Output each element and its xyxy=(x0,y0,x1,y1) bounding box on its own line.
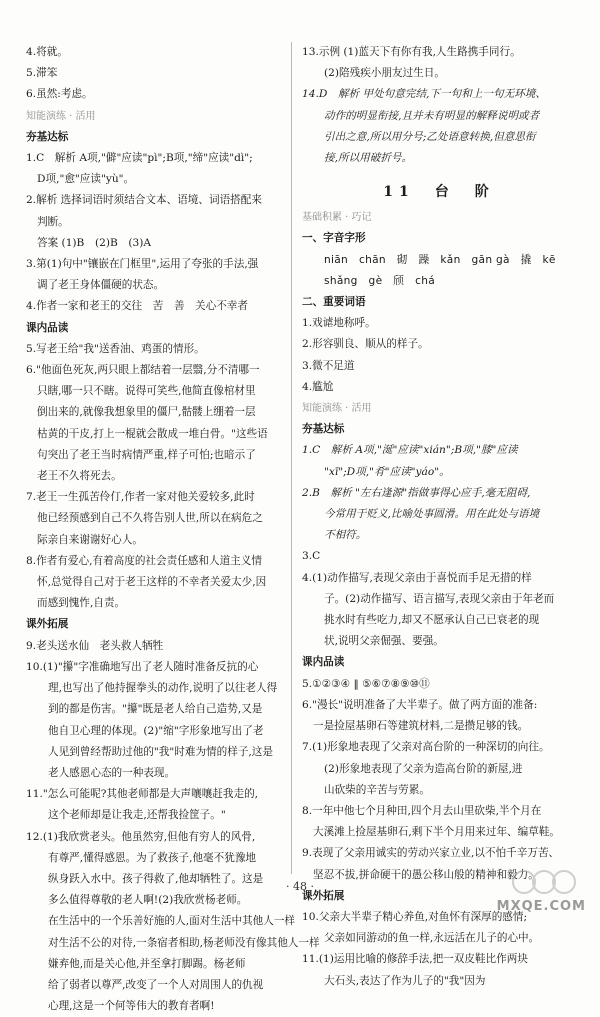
right-line: 11.(1)运用比喻的修辞手法,把一双皮鞋比作两块 xyxy=(302,953,528,966)
right-line: 3.微不足道 xyxy=(302,359,355,372)
watermark-text: MXQE.COM xyxy=(496,899,586,914)
right-line: 2.形容驯良、顺从的样子。 xyxy=(302,338,429,351)
right-line: 今常用于贬义,比喻处事圆滑。用在此处与语境 xyxy=(324,508,540,521)
left-line: 在生活中的一个乐善好施的人,面对生活中其他人一样 xyxy=(48,915,296,928)
left-line: 8.作者有爱心,有着高度的社会责任感和人道主义情 xyxy=(26,554,262,567)
right-line: 1.C 解析 A项,"涎"应读"xián";B项,"膝"应读 xyxy=(302,444,518,457)
right-line: 动作的明显衔接,且并未有明显的解释说明或者 xyxy=(324,109,540,122)
right-line: 父亲如同游动的鱼一样,永远活在儿子的心中。 xyxy=(324,932,540,945)
right-line: 不相符。 xyxy=(324,529,367,542)
right-line: 基础积累 · 巧记 xyxy=(302,212,372,224)
right-line: 4.尴尬 xyxy=(302,380,334,393)
left-line: 心理,这是一个何等伟大的教育者啊! xyxy=(48,1000,215,1013)
right-line: 6."漫长"说明准备了大半辈子。做了两方面的准备: xyxy=(302,698,538,711)
left-line: 他已经预感到自己不久将告别人世,所以在病危之 xyxy=(37,512,263,525)
right-line: niān chān 砌 躁 kǎn gān gà 撬 kē xyxy=(324,253,556,266)
right-line: 课内品读 xyxy=(302,656,345,669)
left-line: 5.滞笨 xyxy=(26,67,58,80)
left-line: 到的都是伤害。"攥"既是老人给自己造势,又是 xyxy=(48,703,263,716)
left-line: 课外拓展 xyxy=(26,618,69,631)
left-line: 调了老王身体僵硬的状态。 xyxy=(37,279,165,292)
left-line: 人见到曾经帮助过他的"我"时难为情的样子,这是 xyxy=(48,745,273,758)
left-line: 对生活不公的对待,一条宿者相助,杨老师没有像其他人一样 xyxy=(48,936,320,949)
right-line: 一是捡屋基卵石等建筑材料,二是攒足够的钱。 xyxy=(313,720,529,733)
right-line: 14.D 解析 甲处句意完结,下一句和上一句无环境、 xyxy=(302,88,546,101)
right-line: 大溪滩上捡屋基卵石,剩下半个月用来过年、编草鞋。 xyxy=(313,826,561,839)
left-line: 老人感恩心态的一种表现。 xyxy=(48,766,176,779)
left-line: 11."怎么可能呢?其他老师都是大声嚷嚷赶我走的, xyxy=(26,788,259,801)
left-line: 12.(1)我欣赏老头。他虽然穷,但他有穷人的风骨, xyxy=(26,830,256,843)
right-line: 夯基达标 xyxy=(302,423,345,436)
right-line: 11 台 阶 xyxy=(383,184,495,201)
left-line: 9.老头送水仙 老头救人牺牲 xyxy=(26,639,164,652)
right-line: 状,说明父亲倔强、要强。 xyxy=(324,635,444,648)
right-line: 2.B 解析 "左右逢源"指做事得心应手,毫无阻碍, xyxy=(302,486,531,499)
left-line: 2.解析 选择词语时须结合文本、语境、词语搭配来 xyxy=(26,194,262,207)
page-number: · 48 · xyxy=(286,880,314,893)
left-line: 知能演练 · 活用 xyxy=(26,110,96,122)
right-line: 接,所以用破折号。 xyxy=(324,152,413,165)
right-line: 9.表现了父亲用诚实的劳动兴家立业,以不怕千辛万苦、 xyxy=(302,847,560,860)
left-line: 枯黄的干皮,打上一棍就会散成一堆白骨。"这些语 xyxy=(37,427,268,440)
right-column xyxy=(302,42,576,992)
right-line: 大石头,表达了作为儿子的"我"因为 xyxy=(324,974,486,987)
left-line: 只瞎,哪一只不瞎。说得可笑些,他简直像棺材里 xyxy=(37,385,256,398)
left-line: 课内品读 xyxy=(26,321,69,334)
left-line: 4.作者一家和老王的交往 苦 善 关心不幸者 xyxy=(26,300,248,313)
left-line: 6."他面色死灰,两只眼上都结着一层翳,分不清哪一 xyxy=(26,364,260,377)
left-line: 有尊严,懂得感恩。为了救孩子,他毫不犹豫地 xyxy=(48,851,257,864)
right-line: 引出之意,所以用分号;乙处语意转换,但意思衔 xyxy=(324,130,536,143)
right-line: (2)形象地表现了父亲为造高台阶的新屋,进 xyxy=(324,762,523,775)
right-line: 知能演练 · 活用 xyxy=(302,403,372,415)
left-line: 5.写老王给"我"送香油、鸡蛋的情形。 xyxy=(26,342,205,355)
left-line: 而感到愧怍,自责。 xyxy=(37,597,126,610)
left-line: 纵身跃入水中。孩子得救了,他却牺牲了。这是 xyxy=(48,872,264,885)
right-line: 挑水时有些吃力,却又不愿承认自己已衰老的现 xyxy=(324,614,540,627)
right-line: 3.C xyxy=(302,550,321,563)
right-line: 子。(2)动作描写、语言描写,表现父亲由于年老而 xyxy=(324,592,555,605)
right-line: 坚忍不拔,拼命硬干的愚公移山般的精神和毅力。 xyxy=(313,868,539,881)
right-line: 一、字音字形 xyxy=(302,232,366,245)
right-line: 1.戏谑地称呼。 xyxy=(302,317,376,330)
left-line: 怀,总觉得自己对于老王这样的不幸者关爱太少,因 xyxy=(37,576,267,589)
left-line: 1.C 解析 A项,"僻"应读"pì";B项,"缔"应读"dì"; xyxy=(26,152,253,165)
column-divider xyxy=(291,42,292,874)
left-line: 7.老王一生孤苦伶仃,作者一家对他关爱较多,此时 xyxy=(26,491,255,504)
right-line: 4.(1)动作描写,表现父亲由于喜悦而手足无措的样 xyxy=(302,571,532,584)
right-line: 二、重要词语 xyxy=(302,296,366,309)
left-line: 嫌弃他,而是关心他,并至拿打脚踢。杨老师 xyxy=(48,957,246,970)
left-line: 老王不久将死去。 xyxy=(37,470,122,483)
left-line: 理,也写出了他持握拳头的动作,说明了以往老人得 xyxy=(48,682,278,695)
left-line: 这个老师却是让我走,还帮我捡筐子。" xyxy=(48,809,226,822)
right-line: 山砍柴的辛苦与劳累。 xyxy=(324,783,430,796)
left-line: 多么值得尊敬的老人啊!(2)我欣赏杨老师。 xyxy=(48,894,248,907)
left-line: 3.第(1)句中"镶嵌在门框里",运用了夸张的手法,强 xyxy=(26,258,259,271)
right-line: "xī";D项,"肴"应读"yáo"。 xyxy=(324,465,450,478)
left-line: 夯基达标 xyxy=(26,130,69,143)
right-line xyxy=(302,169,576,177)
right-line: 13.示例 (1)蓝天下有你有我,人生路携手同行。 xyxy=(302,46,521,58)
right-line: 7.(1)形象地表现了父亲对高台阶的一种深切的向往。 xyxy=(302,741,550,754)
left-line: 际亲自来谢谢好心人。 xyxy=(37,533,143,546)
right-line: (2)陪残疾小朋友过生日。 xyxy=(324,67,445,80)
left-line: 答案 (1)B (2)B (3)A xyxy=(37,236,151,249)
left-line: 句突出了老王当时病情严重,样子可怕;也暗示了 xyxy=(37,448,256,461)
left-line: D项,"愈"应读"yù"。 xyxy=(37,173,135,186)
left-line: 10.(1)"攥"字准确地写出了老人随时准备反抗的心 xyxy=(26,660,259,673)
left-line: 他自卫心理的体现。(2)"缩"字形象地写出了老 xyxy=(48,724,264,737)
left-line: 给了弱者以尊严,改变了一个人对周围人的仇视 xyxy=(48,978,264,991)
left-line: 判断。 xyxy=(37,215,69,228)
left-line: 6.虽然:考虑。 xyxy=(26,88,93,101)
left-line: 倒出来的,就像我想象里的僵尸,骷髅上绷着一层 xyxy=(37,406,256,419)
left-line: 4.将就。 xyxy=(26,46,68,58)
right-line: shǎng gè 颀 chá xyxy=(324,274,436,287)
right-line: 8.一年中他七个月种田,四个月去山里砍柴,半个月在 xyxy=(302,804,542,817)
right-line: 10.父亲大半辈子精心养鱼,对鱼怀有深厚的感情; xyxy=(302,910,528,923)
right-line: 课外拓展 xyxy=(302,889,345,902)
right-line: 5.①②③④ ‖ ⑤⑥⑦⑧⑨⑩⑪ xyxy=(302,677,430,690)
